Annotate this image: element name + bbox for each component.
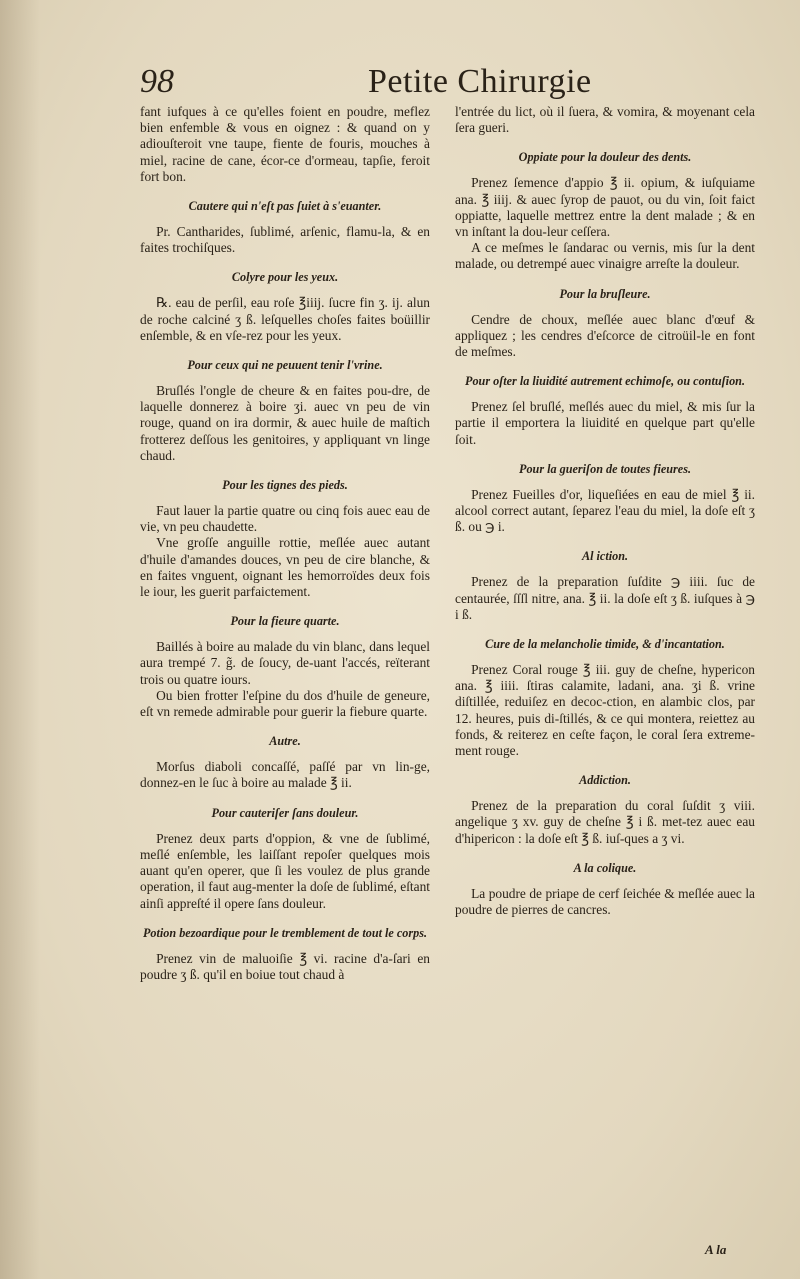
recipe-heading: Addiction. — [579, 773, 631, 788]
recipe-heading: Oppiate pour la douleur des dents. — [518, 150, 692, 165]
paragraph: Prenez ſel bruſlé, meſlés auec du miel, & mis ſur la partie il emportera la liuidité en quelque part qu'elle ſoit. — [455, 399, 755, 447]
recipe-heading: Colyre pour les yeux. — [231, 270, 339, 285]
paragraph: Prenez de la preparation du coral ſuſdit ʒ viii. angelique ʒ xv. guy de cheſne ℥ i ß. met-tez auec eau d'hipericon : la doſe eſt ℥ ß. iuſ-ques a ʒ vi. — [455, 798, 755, 846]
paragraph: Prenez Fueilles d'or, liqueſiées en eau de miel ℥ ii. alcool correct autant, ſeparez l'eau du miel, la doſe eſt ʒ ß. ou ℈ i. — [455, 486, 755, 535]
running-title: Petite Chirurgie — [368, 63, 592, 100]
left-column — [140, 104, 430, 983]
recipe-heading: Pour ceux qui ne peuuent tenir l'vrine. — [187, 358, 383, 373]
page-header — [140, 62, 760, 106]
recipe-heading: Pour cauteriſer ſans douleur. — [211, 805, 359, 820]
catchword: A la — [705, 1242, 727, 1257]
recipe-heading: Cure de la melancholie timide, & d'incantation. — [485, 637, 725, 652]
paragraph: Ou bien frotter l'eſpine du dos d'huile de geneure, eſt vn remede admirable pour guerir la fiebure quarte. — [140, 687, 430, 720]
paragraph: A ce meſmes le ſandarac ou vernis, mis ſur la dent malade, ou detrempé auec vinaigre arreſte la douleur. — [455, 240, 755, 272]
right-column — [455, 104, 755, 918]
recipe-heading: Pour oſter la liuidité autrement echimoſe, ou contuſion. — [465, 374, 745, 389]
recipe-heading: Cautere qui n'eſt pas ſuiet à s'euanter. — [188, 199, 382, 214]
paragraph: Vne groſſe anguille rottie, meſlée auec autant d'huile d'amandes douces, vn peu de cire blanche, & en faites vnguent, oignant les hemorroïdes deux fois le iour, les guerit parfaictement. — [140, 535, 430, 600]
paragraph: Prenez vin de maluoiſie ℥ vi. racine d'a-ſari en poudre ʒ ß. qu'il en boiue tout chaud à — [140, 950, 430, 982]
paragraph: Bruſlés l'ongle de cheure & en faites pou-dre, de laquelle donnerez à boire ʒi. auec vn peu de vin rouge, quand on ira dormir, & auec huile de maſtich frotterez deſſous les genitoires, y appliquant vn linge chaud. — [140, 383, 430, 463]
page-number: 98 — [140, 63, 174, 100]
paragraph: Cendre de choux, meſlée auec blanc d'œuf & appliquez ; les cendres d'eſcorce de citroüil-le en font de meſmes. — [455, 311, 755, 360]
paragraph: Faut lauer la partie quatre ou cinq fois auec eau de vie, vn peu chaudette. — [140, 503, 430, 535]
paragraph: fant iufques à ce qu'elles foient en poudre, meflez bien enfemble & vous en oignez : & quand on y adiouſteroit vne taupe, fiente de fouris, mouches à miel, racine de cane, écor-ce d'ormeau, tapſie, feroit fort bon. — [140, 104, 430, 184]
recipe-heading: Pour la gueriſon de toutes fieures. — [519, 461, 691, 476]
recipe-heading: A la colique. — [573, 860, 637, 875]
paragraph: Prenez deux parts d'oppion, & vne de ſublimé, meſlé enſemble, les laiſſant repoſer quelques mois auant qu'en operer, que ſi les voulez de plus grande operation, il faut aug-menter la doſe de ſublimé, eſtant ainſi appreſté il opere ſans douleur. — [140, 830, 430, 911]
recipe-heading: Autre. — [269, 734, 301, 749]
paragraph: Prenez de la preparation ſuſdite ℈ iiii. ſuc de centaurée, ſſſl nitre, ana. ℥ ii. la doſe eſt ʒ ß. iuſques à ℈ i ß. — [455, 574, 755, 622]
paragraph: Morſus diaboli concaſſé, paſſé par vn lin-ge, donnez-en le ſuc à boire au malade ℥ ii. — [140, 759, 430, 791]
paragraph: Pr. Cantharides, ſublimé, arſenic, flamu-la, & en faites trochiſques. — [140, 224, 430, 256]
recipe-heading: Pour les tignes des pieds. — [222, 478, 348, 493]
spine-shadow — [0, 0, 40, 1279]
paragraph: Baillés à boire au malade du vin blanc, dans lequel aura trempé 7. g̃. de ſoucy, de-uant l'accés, reïterant trois ou quatre iours. — [140, 639, 430, 687]
recipe-heading: Pour la bruſleure. — [559, 286, 651, 301]
paragraph: La poudre de priape de cerf ſeichée & meſlée auec la poudre de pierres de cancres. — [455, 885, 755, 918]
paragraph: l'entrée du lict, où il ſuera, & vomira, & moyenant cela ſera gueri. — [455, 104, 755, 136]
recipe-heading: Potion bezoardique pour le tremblement de tout le corps. — [142, 925, 428, 940]
paragraph: Prenez Coral rouge ℥ iii. guy de cheſne, hypericon ana. ℥ iiii. ſtiras calamite, ladani, ana. ʒi ß. vrine diſtillée, reduiſez en decoc-ction, en alambic clos, par 12. heures, puis di-ſtillés, & ce qui montera, reiettez au fonds, & reiterez en ceſte façon, le coral ſera extreme-ment rouge. — [455, 662, 755, 759]
recipe-heading: Pour la fieure quarte. — [230, 614, 340, 629]
paragraph: Prenez ſemence d'appio ℥ ii. opium, & iuſquiame ana. ℥ iiij. & auec ſyrop de pauot, ou du vin, ſoit faict oppiatte, laquelle mettrez entre la dent malade ; & en vn inſtant la dou-leur ceſſera. — [455, 175, 755, 240]
paragraph: ℞. eau de perſil, eau roſe ℥iiij. ſucre fin ʒ. ij. alun de roche calciné ʒ ß. leſquelles choſes faites boüillir enſemble, & en vſe-rez pour les yeux. — [140, 295, 430, 343]
recipe-heading: Al iction. — [581, 549, 629, 564]
